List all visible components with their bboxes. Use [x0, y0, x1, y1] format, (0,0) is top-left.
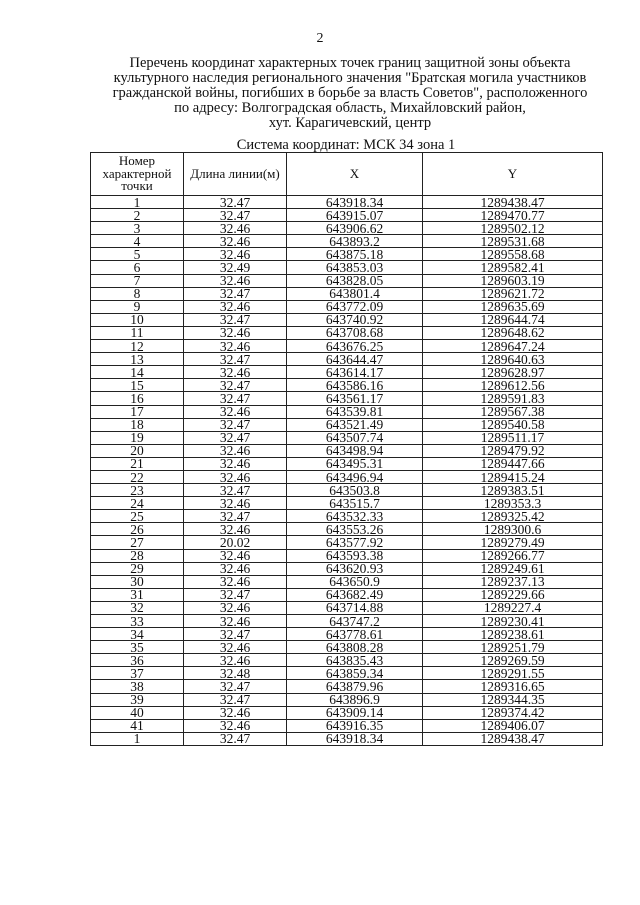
- table-row: [91, 484, 603, 497]
- cell-point-number: 40: [91, 706, 184, 719]
- table-row: [91, 431, 603, 444]
- table-row: [91, 628, 603, 641]
- cell-line-length: 32.46: [184, 300, 287, 313]
- cell-x: 643614.17: [287, 366, 423, 379]
- table-row: [91, 209, 603, 222]
- cell-point-number: 37: [91, 667, 184, 680]
- cell-point-number: 15: [91, 379, 184, 392]
- table-row: [91, 601, 603, 614]
- cell-x: 643650.9: [287, 575, 423, 588]
- page-number: 2: [316, 31, 324, 46]
- table-row: [91, 287, 603, 300]
- cell-point-number: 23: [91, 484, 184, 497]
- cell-line-length: 32.46: [184, 470, 287, 483]
- cell-point-number: 22: [91, 470, 184, 483]
- cell-y: 1289502.12: [423, 222, 603, 235]
- cell-line-length: 32.46: [184, 340, 287, 353]
- table-row: [91, 300, 603, 313]
- cell-x: 643828.05: [287, 274, 423, 287]
- cell-line-length: 32.46: [184, 497, 287, 510]
- cell-y: 1289383.51: [423, 484, 603, 497]
- cell-x: 643740.92: [287, 313, 423, 326]
- cell-line-length: 32.47: [184, 588, 287, 601]
- cell-line-length: 32.46: [184, 706, 287, 719]
- table-row: [91, 340, 603, 353]
- cell-y: 1289415.24: [423, 470, 603, 483]
- cell-y: 1289237.13: [423, 575, 603, 588]
- cell-x: 643918.34: [287, 196, 423, 209]
- cell-point-number: 39: [91, 693, 184, 706]
- table-row: [91, 588, 603, 601]
- table-row: [91, 575, 603, 588]
- cell-line-length: 32.47: [184, 287, 287, 300]
- table-row: [91, 680, 603, 693]
- cell-y: 1289582.41: [423, 261, 603, 274]
- table-row: [91, 457, 603, 470]
- cell-line-length: 32.46: [184, 274, 287, 287]
- cell-line-length: 32.47: [184, 353, 287, 366]
- cell-x: 643747.2: [287, 615, 423, 628]
- cell-x: 643503.8: [287, 484, 423, 497]
- cell-point-number: 6: [91, 261, 184, 274]
- cell-point-number: 16: [91, 392, 184, 405]
- cell-x: 643593.38: [287, 549, 423, 562]
- cell-line-length: 32.46: [184, 615, 287, 628]
- cell-x: 643553.26: [287, 523, 423, 536]
- cell-line-length: 32.46: [184, 523, 287, 536]
- cell-y: 1289266.77: [423, 549, 603, 562]
- cell-y: 1289640.63: [423, 353, 603, 366]
- cell-point-number: 29: [91, 562, 184, 575]
- table-row: [91, 523, 603, 536]
- title-line: по адресу: Волгоградская область, Михайловский район,: [174, 100, 526, 116]
- header-x: X: [287, 153, 423, 196]
- cell-line-length: 32.46: [184, 549, 287, 562]
- table-row: [91, 693, 603, 706]
- table-row: [91, 536, 603, 549]
- cell-x: 643507.74: [287, 431, 423, 444]
- table-body: [91, 196, 603, 746]
- cell-y: 1289374.42: [423, 706, 603, 719]
- coordinate-system-label: Система координат: МСК 34 зона 1: [236, 137, 456, 153]
- cell-point-number: 9: [91, 300, 184, 313]
- cell-x: 643915.07: [287, 209, 423, 222]
- cell-x: 643682.49: [287, 588, 423, 601]
- cell-point-number: 3: [91, 222, 184, 235]
- cell-x: 643853.03: [287, 261, 423, 274]
- cell-y: 1289628.97: [423, 366, 603, 379]
- cell-point-number: 26: [91, 523, 184, 536]
- cell-line-length: 32.47: [184, 693, 287, 706]
- cell-x: 643875.18: [287, 248, 423, 261]
- cell-y: 1289479.92: [423, 444, 603, 457]
- cell-line-length: 32.47: [184, 628, 287, 641]
- cell-point-number: 21: [91, 457, 184, 470]
- cell-line-length: 32.46: [184, 457, 287, 470]
- cell-x: 643918.34: [287, 732, 423, 745]
- cell-x: 643495.31: [287, 457, 423, 470]
- cell-point-number: 5: [91, 248, 184, 261]
- cell-x: 643778.61: [287, 628, 423, 641]
- cell-point-number: 25: [91, 510, 184, 523]
- coordinates-table: [90, 152, 603, 746]
- table-row: [91, 196, 603, 209]
- table-row: [91, 248, 603, 261]
- cell-x: 643708.68: [287, 326, 423, 339]
- table-row: [91, 405, 603, 418]
- cell-line-length: 32.46: [184, 222, 287, 235]
- cell-y: 1289291.55: [423, 667, 603, 680]
- cell-point-number: 1: [91, 732, 184, 745]
- cell-x: 643893.2: [287, 235, 423, 248]
- cell-point-number: 41: [91, 719, 184, 732]
- cell-x: 643896.9: [287, 693, 423, 706]
- table-row: [91, 379, 603, 392]
- cell-y: 1289591.83: [423, 392, 603, 405]
- cell-y: 1289353.3: [423, 497, 603, 510]
- table-row: [91, 497, 603, 510]
- table-row: [91, 274, 603, 287]
- table-row: [91, 444, 603, 457]
- cell-point-number: 20: [91, 444, 184, 457]
- table-row: [91, 366, 603, 379]
- cell-point-number: 19: [91, 431, 184, 444]
- cell-y: 1289567.38: [423, 405, 603, 418]
- cell-point-number: 8: [91, 287, 184, 300]
- cell-y: 1289230.41: [423, 615, 603, 628]
- cell-line-length: 32.47: [184, 732, 287, 745]
- cell-y: 1289531.68: [423, 235, 603, 248]
- header-line-length: Длина линии(м): [184, 153, 287, 196]
- table-row: [91, 353, 603, 366]
- cell-line-length: 32.46: [184, 641, 287, 654]
- cell-y: 1289316.65: [423, 680, 603, 693]
- cell-line-length: 32.47: [184, 209, 287, 222]
- cell-y: 1289344.35: [423, 693, 603, 706]
- cell-y: 1289621.72: [423, 287, 603, 300]
- cell-x: 643644.47: [287, 353, 423, 366]
- cell-point-number: 7: [91, 274, 184, 287]
- cell-point-number: 14: [91, 366, 184, 379]
- cell-y: 1289540.58: [423, 418, 603, 431]
- cell-point-number: 17: [91, 405, 184, 418]
- cell-x: 643498.94: [287, 444, 423, 457]
- cell-line-length: 32.47: [184, 680, 287, 693]
- table-row: [91, 418, 603, 431]
- cell-point-number: 4: [91, 235, 184, 248]
- cell-y: 1289269.59: [423, 654, 603, 667]
- table-row: [91, 549, 603, 562]
- table-row: [91, 667, 603, 680]
- cell-line-length: 32.49: [184, 261, 287, 274]
- cell-point-number: 2: [91, 209, 184, 222]
- cell-y: 1289300.6: [423, 523, 603, 536]
- cell-line-length: 32.46: [184, 326, 287, 339]
- cell-point-number: 1: [91, 196, 184, 209]
- cell-point-number: 35: [91, 641, 184, 654]
- table-row: [91, 235, 603, 248]
- cell-y: 1289648.62: [423, 326, 603, 339]
- cell-point-number: 12: [91, 340, 184, 353]
- cell-line-length: 32.47: [184, 510, 287, 523]
- cell-y: 1289251.79: [423, 641, 603, 654]
- cell-line-length: 32.46: [184, 719, 287, 732]
- cell-line-length: 32.46: [184, 562, 287, 575]
- cell-line-length: 32.47: [184, 313, 287, 326]
- cell-point-number: 34: [91, 628, 184, 641]
- cell-line-length: 32.47: [184, 196, 287, 209]
- title-line: Перечень координат характерных точек границ защитной зоны объекта: [129, 55, 571, 71]
- cell-point-number: 28: [91, 549, 184, 562]
- document-title: [95, 56, 605, 131]
- cell-y: 1289249.61: [423, 562, 603, 575]
- title-line: культурного наследия регионального значения "Братская могила участников: [113, 70, 587, 86]
- cell-point-number: 13: [91, 353, 184, 366]
- table-row: [91, 510, 603, 523]
- table-row: [91, 615, 603, 628]
- cell-point-number: 38: [91, 680, 184, 693]
- cell-y: 1289279.49: [423, 536, 603, 549]
- cell-line-length: 32.46: [184, 235, 287, 248]
- cell-y: 1289406.07: [423, 719, 603, 732]
- cell-x: 643835.43: [287, 654, 423, 667]
- cell-y: 1289644.74: [423, 313, 603, 326]
- cell-x: 643532.33: [287, 510, 423, 523]
- cell-point-number: 30: [91, 575, 184, 588]
- cell-y: 1289229.66: [423, 588, 603, 601]
- cell-y: 1289325.42: [423, 510, 603, 523]
- cell-point-number: 27: [91, 536, 184, 549]
- cell-y: 1289438.47: [423, 196, 603, 209]
- cell-point-number: 31: [91, 588, 184, 601]
- cell-point-number: 24: [91, 497, 184, 510]
- cell-line-length: 32.46: [184, 366, 287, 379]
- cell-line-length: 32.47: [184, 484, 287, 497]
- table-row: [91, 641, 603, 654]
- cell-y: 1289647.24: [423, 340, 603, 353]
- cell-y: 1289438.47: [423, 732, 603, 745]
- cell-line-length: 32.46: [184, 405, 287, 418]
- cell-line-length: 32.46: [184, 654, 287, 667]
- cell-x: 643801.4: [287, 287, 423, 300]
- cell-x: 643909.14: [287, 706, 423, 719]
- cell-line-length: 32.47: [184, 418, 287, 431]
- table-row: [91, 706, 603, 719]
- cell-line-length: 20.02: [184, 536, 287, 549]
- cell-y: 1289227.4: [423, 601, 603, 614]
- table-row: [91, 470, 603, 483]
- table-row: [91, 222, 603, 235]
- cell-y: 1289612.56: [423, 379, 603, 392]
- cell-x: 643916.35: [287, 719, 423, 732]
- cell-line-length: 32.47: [184, 379, 287, 392]
- cell-x: 643676.25: [287, 340, 423, 353]
- cell-x: 643496.94: [287, 470, 423, 483]
- cell-x: 643906.62: [287, 222, 423, 235]
- cell-line-length: 32.46: [184, 248, 287, 261]
- table-header-row: [91, 153, 603, 196]
- cell-x: 643808.28: [287, 641, 423, 654]
- table-row: [91, 719, 603, 732]
- cell-line-length: 32.48: [184, 667, 287, 680]
- cell-line-length: 32.46: [184, 601, 287, 614]
- table-row: [91, 326, 603, 339]
- table-row: [91, 732, 603, 745]
- cell-y: 1289238.61: [423, 628, 603, 641]
- cell-x: 643714.88: [287, 601, 423, 614]
- table-row: [91, 261, 603, 274]
- cell-x: 643620.93: [287, 562, 423, 575]
- cell-line-length: 32.46: [184, 444, 287, 457]
- cell-x: 643879.96: [287, 680, 423, 693]
- cell-x: 643586.16: [287, 379, 423, 392]
- table-row: [91, 562, 603, 575]
- header-point-number: Номер характерной точки: [91, 153, 184, 196]
- cell-point-number: 18: [91, 418, 184, 431]
- title-line: хут. Карагичевский, центр: [268, 115, 432, 131]
- cell-y: 1289511.17: [423, 431, 603, 444]
- table-row: [91, 392, 603, 405]
- cell-y: 1289470.77: [423, 209, 603, 222]
- cell-line-length: 32.46: [184, 575, 287, 588]
- title-line: гражданской войны, погибших в борьбе за власть Советов", расположенного: [112, 85, 588, 101]
- cell-y: 1289603.19: [423, 274, 603, 287]
- cell-x: 643561.17: [287, 392, 423, 405]
- cell-x: 643521.49: [287, 418, 423, 431]
- cell-line-length: 32.47: [184, 392, 287, 405]
- cell-line-length: 32.47: [184, 431, 287, 444]
- cell-x: 643577.92: [287, 536, 423, 549]
- cell-point-number: 36: [91, 654, 184, 667]
- cell-x: 643859.34: [287, 667, 423, 680]
- cell-x: 643772.09: [287, 300, 423, 313]
- cell-x: 643539.81: [287, 405, 423, 418]
- table-row: [91, 313, 603, 326]
- cell-point-number: 32: [91, 601, 184, 614]
- cell-y: 1289447.66: [423, 457, 603, 470]
- header-y: Y: [423, 153, 603, 196]
- cell-x: 643515.7: [287, 497, 423, 510]
- cell-y: 1289558.68: [423, 248, 603, 261]
- cell-point-number: 11: [91, 326, 184, 339]
- cell-y: 1289635.69: [423, 300, 603, 313]
- cell-point-number: 10: [91, 313, 184, 326]
- cell-point-number: 33: [91, 615, 184, 628]
- table-row: [91, 654, 603, 667]
